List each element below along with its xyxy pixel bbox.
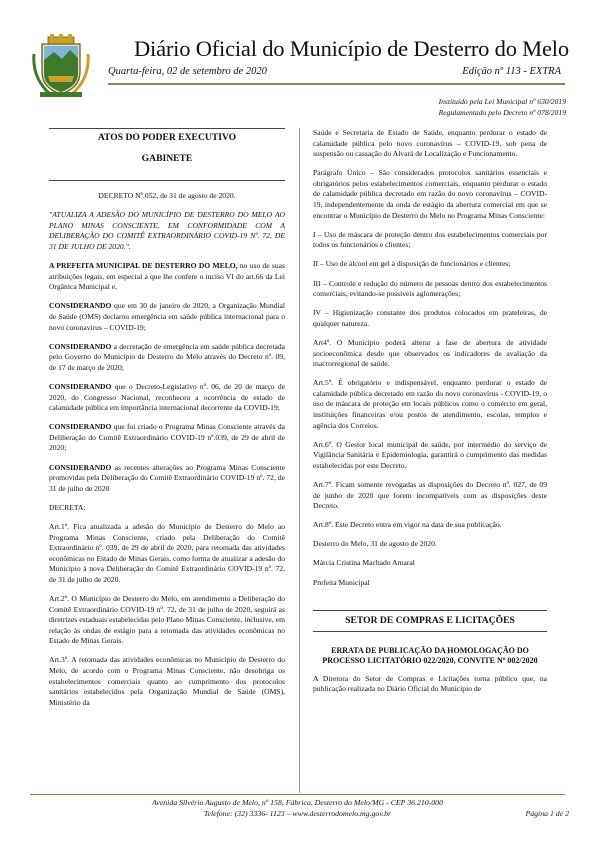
paragraph-lead: CONSIDERANDO — [49, 301, 112, 311]
paragraph-lead: A PREFEITA MUNICIPAL DE DESTERRO DO MELO, — [49, 261, 238, 271]
section-2-title: SETOR DE COMPRAS E LICITAÇÕES — [345, 615, 515, 627]
paragraph — [49, 342, 285, 374]
left-column — [49, 128, 285, 717]
paragraph-text: a decretação de emergência em saúde pública decretada pelo Governo do Município de Desterro do Melo através do Decreto nº. 09, de 17 de março de 2020; — [49, 341, 285, 372]
header-rule — [108, 83, 565, 85]
article-8: Art.8º. Este Decreto entra em vigor na data de sua publicação. — [313, 520, 502, 530]
item-1: I – Uso de máscara de proteção dentro dos estabelecimentos comerciais por todos os funcionários e clientes; — [313, 229, 547, 250]
paragraph — [49, 301, 285, 333]
article-7: Art.7º. Ficam somente revogadas as disposições do Decreto nº. 027, de 09 de junho de 2020 que forem incompatíveis com as disposições deste Decreto. — [313, 479, 547, 511]
erratum-title: ERRATA DE PUBLICAÇÃO DA HOMOLOGAÇÃO DO PROCESSO LICITATÓRIO 022/2020, CONVITE Nº 002/2020 — [322, 645, 538, 665]
footer-rule — [30, 794, 565, 795]
municipal-coat-of-arms-logo — [32, 34, 90, 98]
decree-title: DECRETO Nº.052, de 31 de agosto de 2020. — [98, 191, 236, 201]
article-3: Art.3º. A retomada das atividades econômicas no Município de Desterro do Melo, de acordo com o Programa Minas Consciente, não desobriga os estabelecimentos comerciais quanto ao cumprimento dos protocolos sanitários estabelecidos pela Organização Mundial de Saúde (OMS), Ministério da — [49, 655, 285, 707]
section-2-box — [313, 610, 547, 632]
article-1: Art.1º. Fica atualizada a adesão do Município de Desterro do Melo ao Programa Minas Consciente, criado pela Deliberação do Comitê Extraordinário nº. 039, de 29 de abril de 2020, para retomada das atividades econômicas no Estado de Minas Gerais, como forma de atualizar a adesão do Município à nova Deliberação do Comitê Extraordinário COVID-19 nº. 72, de 31 de julho de 2020. — [49, 521, 285, 584]
subsection-title: GABINETE — [141, 152, 193, 164]
item-4: IV – Higienização constante dos produtos colocados em prateleiras, de qualquer natureza. — [313, 308, 547, 328]
journal-title: Diário Oficial do Município de Desterro do Melo — [134, 36, 569, 61]
section-title: ATOS DO PODER EXECUTIVO — [97, 132, 237, 143]
item-2: II – Uso de álcool em gel à disposição de funcionários e clientes; — [313, 259, 511, 269]
issue-date: Quarta-feira, 02 de setembro de 2020 — [108, 66, 267, 77]
paragraph-lead: CONSIDERANDO — [49, 382, 112, 391]
article-6: Art.6º. O Gestor local municipal de saúde, por intermédio do serviço de Vigilância Sanitária e Epidemiologia, garantirá o cumprimento das medidas estabelecidas por este Decreto. — [313, 439, 547, 470]
paragraph — [49, 422, 285, 454]
signatory-name: Márcia Cristina Machado Amaral — [313, 558, 415, 568]
institution-note — [439, 96, 566, 118]
paragraph-text: que em 30 de janeiro de 2020, a Organização Mundial de Saúde (OMS) declarou emergência em saúde pública internacional para o novo coronavírus – COVID-19; — [49, 301, 285, 332]
decree-summary: "ATUALIZA A ADESÃO DO MUNICÍPIO DE DESTERRO DO MELO AO PLANO MINAS CONSCIENTE, EM CONFORMIDADE COM A DELIBERAÇÃO DO COMITÊ EXTRAORDINÁRIO COVID-19 Nº. 72, DE 31 DE JULHO DE 2020.". — [49, 210, 285, 252]
paragraph — [49, 261, 285, 293]
paragraph-lead: CONSIDERANDO — [49, 341, 112, 351]
erratum-text: A Diretora do Setor de Compras e Licitações torna público que, na publicação realizada no Diário Oficial do Município de — [313, 673, 547, 694]
footer-contact: Telefone: (32) 3336- 1123 – www.desterrodomelo.mg.gov.br — [203, 809, 392, 818]
paragraph-text: que o Decreto-Legislativo nº. 06, de 20 de março de 2020, do Congresso Nacional, reconheceu a ocorrência de estado de calamidade pública em importância internacional decorrente da COVID-19; — [49, 382, 285, 413]
item-3: III – Controle e redução do número de pessoas dentro dos estabelecimentos comerciais, evitando-se possíveis aglomerações; — [313, 278, 547, 299]
place-date: Desterro do Melo, 31 de agosto de 2020. — [313, 539, 437, 549]
section-header-box — [49, 128, 285, 181]
paragraph-text: que foi criado o Programa Minas Consciente através da Deliberação do Comitê Extraordinário COVID-19 nº.039, de 29 de abril de 2020; — [49, 422, 285, 453]
edition-number: Edição nº 113 - EXTRA — [462, 66, 561, 77]
article-2: Art.2º. O Município de Desterro do Melo, em atendimento a Deliberação do Comitê Extraordinário COVID-19 nº. 72, de 31 de julho de 2020, seguirá as diretrizes estaduais estabelecidas pelo Plano Minas Consciente, inclusive, em relação às ondas de estágio para a retomada das atividades econômicas no Estado de Minas Gerais. — [49, 594, 285, 646]
article-5: Art.5º. É obrigatório e indispensável, enquanto perdurar o estado de calamidade pública decretado em razão do novo coronavírus - COVID-19, o uso de máscara de proteção em locais públicos como o comércio em geral, instituições financeiras e/ou postos de atendimento, escolas, templos e agência dos Correios. — [313, 378, 547, 430]
paragraph-text: as recentes alterações ao Programa Minas Consciente promovidas pela Deliberação do Comitê Extraordinário COVID-19 nº. 72, de 31 de julho de 2020 — [49, 462, 285, 493]
article-3-continued: Saúde e Secretaria de Estado de Saúde, enquanto perdurar o estado de calamidade pública pelo novo coronavírus – COVID-19, sob pena de suspensão ou cassação do Alvará de Localização e Funcionamento. — [313, 128, 547, 159]
article-4: Art4º. O Município poderá alterar a fase de abertura de atividade socioeconômica desde que observados os indicadores de avaliação da macrorregional de saúde. — [313, 337, 547, 369]
decreta-label: DECRETA: — [49, 502, 86, 512]
right-column — [313, 128, 547, 703]
paragraph-text: no uso de suas atribuições legais, em especial a que lhe confere o inciso VI do art.66 da Lei Orgânica Municipal e, — [49, 261, 285, 292]
paragraph — [49, 382, 285, 414]
paragraph — [49, 463, 285, 495]
institution-law: Instituído pela Lei Municipal nº 630/2019 — [438, 97, 566, 106]
institution-decree: Regulamentado pelo Decreto nº 078/2019 — [438, 108, 566, 117]
paragraph-lead: CONSIDERANDO — [49, 422, 112, 432]
footer-address: Avenida Silvério Augusto de Melo, nº 158, Fábrica, Desterro do Melo/MG - CEP 36.210-000 — [152, 798, 443, 807]
column-divider — [299, 128, 300, 793]
signatory-role: Prefeita Municipal — [313, 577, 370, 587]
page-number: Página 1 de 2 — [525, 809, 569, 818]
sole-paragraph: Parágrafo Único – São considerados protocolos sanitários essenciais e obrigatórios pelos estabelecimentos comerciais, enquanto perdurar o estado de calamidade pública decretado em razão do novo coronavírus – COVID-19, independentemente da onda de estágio da abertura comercial em que se encontrar o Município de Desterro do Melo no Programa Minas Consciente: — [313, 168, 547, 220]
paragraph-lead: CONSIDERANDO — [49, 462, 112, 472]
